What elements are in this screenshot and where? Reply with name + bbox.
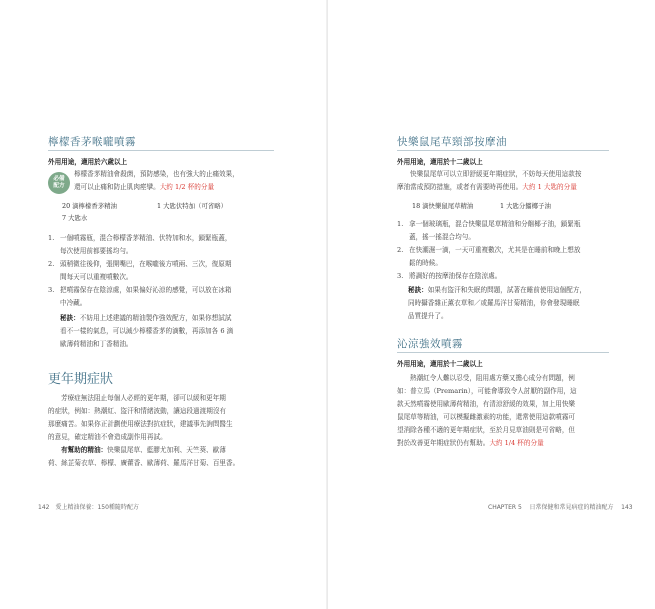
list-item: 1. 一個噴霧瓶，混合檸檬香茅精油、伏特加和水，鎖緊瓶蓋， 每次使用前都要搖均勻。 <box>48 234 232 255</box>
left-page <box>0 0 327 609</box>
ingredient-list: 20 滴檸檬香茅精油 1 大匙伏特加（可省略） 7 大匙水 <box>62 202 228 222</box>
list-item: 1. 拿一個玻璃瓶，混合快樂鼠尾草精油和分餾椰子油，鎖緊瓶 蓋，搖一搖混合均勻。 <box>397 220 581 241</box>
title-divider <box>48 150 274 151</box>
page-footer-right <box>488 502 633 511</box>
page-footer-left: 142 愛上精油保養：150種隨時配方 <box>38 504 139 511</box>
list-item: 3. 把噴霧保存在陰涼處，如果偏好沁涼的感覺，可以放在冰箱 中冷藏。 <box>48 286 232 307</box>
chapter-title: 日常保健和常見病症的精油配方 <box>529 504 614 511</box>
recipe-intro: 檸檬香茅精油會殺菌，預防感染，也有強大的止痛效果， 還可以止痛和防止肌肉痙攣。大約 1/2 杯的分量 <box>74 170 239 191</box>
list-item: 2. 在快潮濕一滴，一天可重複數次，尤其是在睡前和晚上想放 鬆的時候。 <box>397 246 581 267</box>
yield-highlight: 大約 1 大匙的分量 <box>522 183 577 191</box>
chapter-label: CHAPTER 5 <box>488 504 522 511</box>
usage-note: 外用用途，適用於六歲以上 <box>48 158 128 166</box>
essential-recipe-badge: 必備 配方 <box>48 172 70 194</box>
ingredient-list: 18 滴快樂鼠尾草精油 1 大匙分餾椰子油 <box>412 202 551 210</box>
menopause-paragraph: 芳療症無法阻止每個人必經的更年期，卻可以緩和更年期 的症狀，例如：熱潮紅、盜汗和情緒波動，讓這段過渡期沒有 那麼痛苦。如果你正計劃使用療法對抗症狀，建議事先詢問醫生 的意見，確定精油不會造成副作用再試。 有幫助的精油：快樂鼠尾草、藍膠尤加利、天竺葵、歐薄 荷、絲芷菊衣草、檸檬、廣藿香、歐薄荷、羅馬洋甘菊、百里香。 <box>48 394 240 467</box>
title-divider <box>397 150 609 151</box>
recipe-title-cooling-spray: 沁涼強效噴霧 <box>397 338 463 350</box>
recipe-title-lemongrass: 檸檬香茅喉嚨噴霧 <box>48 136 136 148</box>
recipe-title-clary-sage: 快樂鼠尾草頸部按摩油 <box>397 136 507 148</box>
usage-note: 外用用途，適用於十二歲以上 <box>397 158 483 166</box>
right-page <box>328 0 655 609</box>
title-divider <box>397 352 609 353</box>
steps-list <box>397 218 611 283</box>
secret-tip: 秘訣：如果有盜汗和失眠的問題，試著在睡前使用這個配方， 同時攝香雜正薰衣草和／或羅馬洋甘菊精油，你會發現睡眠 品質提升了。 <box>408 286 587 320</box>
list-item: 2. 頭稍微往後仰，張開嘴巴，在喉嚨後方噴兩、三次，復原期 間每天可以重複噴數次。 <box>48 260 232 281</box>
yield-highlight: 大約 1/4 杯的分量 <box>489 439 544 447</box>
usage-note: 外用用途，適用於十二歲以上 <box>397 360 483 368</box>
page-number: 143 <box>621 504 633 511</box>
recipe-intro: 快樂鼠尾草可以立即舒緩更年期症狀，不妨每天使用這款按 摩油當成預防措施，或者有需要時再使用。大約 1 大匙的分量 <box>397 170 582 191</box>
secret-tip: 秘訣：不妨用上述建議的精油製作強效配方，如果你想試試 看不一樣的氣息，可以減少檸檬香茅的滴數，再添加各 6 滴 歐薄荷精油和丁香精油。 <box>60 314 234 348</box>
steps-list <box>48 232 274 310</box>
yield-highlight: 大約 1/2 杯的分量 <box>159 183 215 191</box>
list-item: 3. 將調好的按摩油保存在陰涼處。 <box>397 272 502 280</box>
cooling-spray-paragraph: 熱潮紅令人難以忍受，阻用處方藥又擔心成分有問題，例 如：普立馬（Premarin），可能會導致令人討厭的副作用，這 款天然噴霧使用歐薄荷精油，有清涼舒緩的效果，加上用快樂 鼠尾草等精油，可以模擬雌激素的功能，還常使用這款噴霧可 望消除各種不適的更年期症狀，至於月見草油則是可省略，但 對於改善更年期症狀仍有幫助。大約 1/4 杯的分量 <box>397 374 577 447</box>
section-heading-menopause: 更年期症狀 <box>48 372 114 387</box>
